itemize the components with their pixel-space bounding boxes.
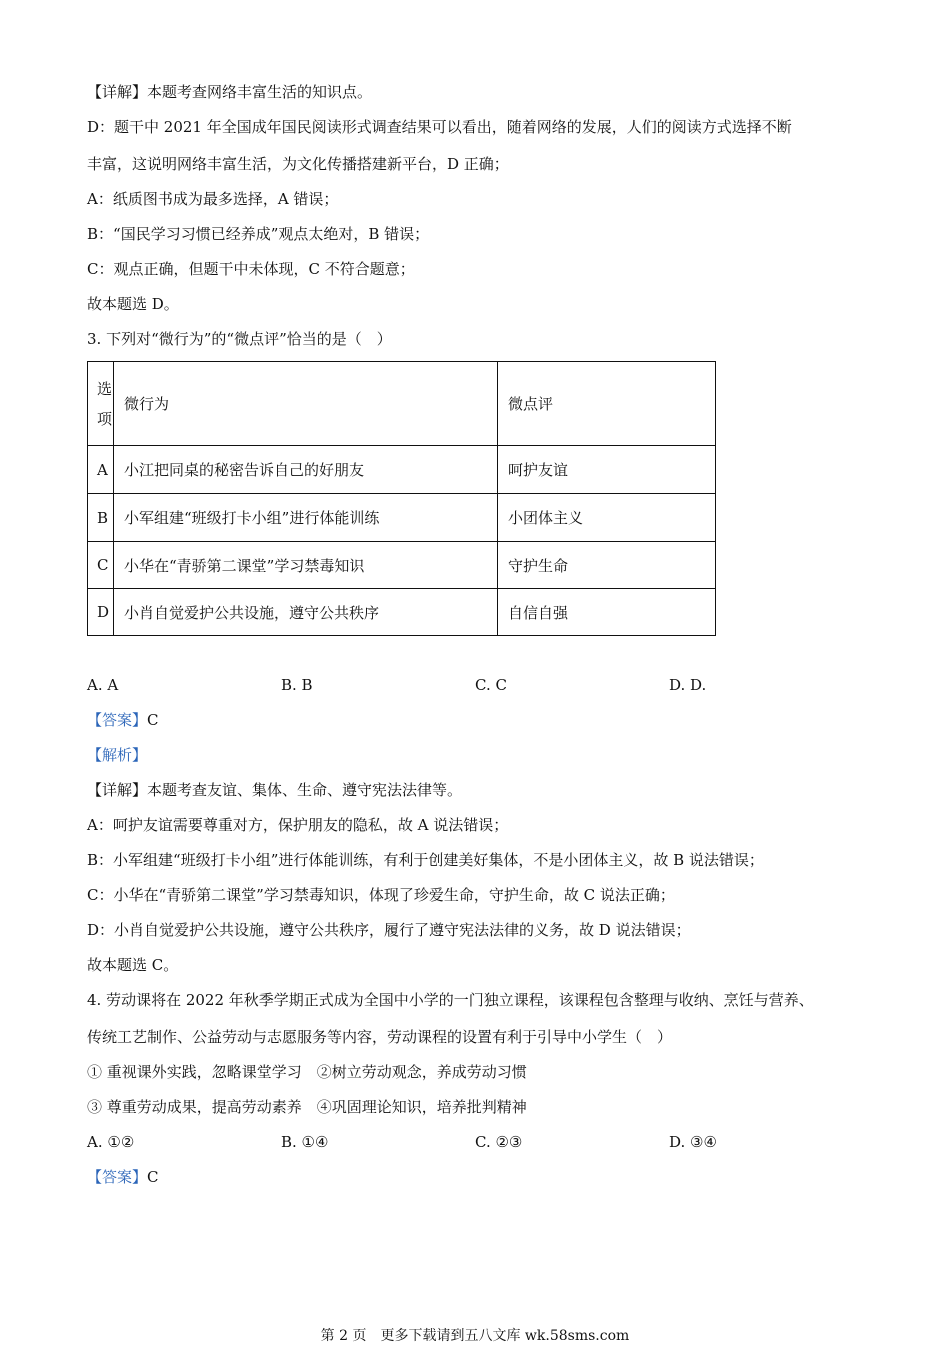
row-behavior: 小华在“青骄第二课堂”学习禁毒知识 — [114, 542, 498, 589]
row-behavior: 小江把同桌的秘密告诉自己的好朋友 — [114, 446, 498, 494]
q4-item-line1: ① 重视课外实践，忽略课堂学习 ②树立劳动观念，养成劳动习惯 — [87, 1063, 527, 1081]
row-comment: 自信自强 — [498, 589, 716, 636]
row-option: B — [88, 494, 114, 542]
q4-stem-line1: 4. 劳动课将在 2022 年秋季学期正式成为全国中小学的一门独立课程，该课程包含整理与收纳、烹饪与营养、 — [87, 991, 814, 1009]
prev-line: C：观点正确，但题干中未体现，C 不符合题意； — [87, 260, 415, 278]
prev-line: D：题干中 2021 年全国成年国民阅读形式调查结果可以看出，随着网络的发展，人们的阅读方式选择不断 — [87, 118, 792, 136]
q4-answer — [87, 1167, 159, 1187]
answer-tag: 【答案】 — [87, 1168, 148, 1186]
choice-a: A. ①② — [87, 1133, 135, 1151]
q4-stem-line2: 传统工艺制作、公益劳动与志愿服务等内容，劳动课程的设置有利于引导中小学生（ ） — [87, 1028, 673, 1046]
table-row — [88, 542, 716, 589]
row-comment: 守护生命 — [498, 542, 716, 589]
choice-d: D. D. — [669, 676, 707, 694]
page-footer: 第 2 页 更多下载请到五八文库 wk.58sms.com — [320, 1328, 630, 1344]
prev-line: 丰富，这说明网络丰富生活，为文化传播搭建新平台，D 正确； — [87, 155, 509, 173]
choice-c: C. C — [475, 676, 507, 694]
row-behavior: 小军组建“班级打卡小组”进行体能训练 — [114, 494, 498, 542]
choice-b: B. B — [281, 676, 313, 694]
table-row — [88, 446, 716, 494]
q3-line: C：小华在“青骄第二课堂”学习禁毒知识，体现了珍爱生命，守护生命，故 C 说法正确； — [87, 886, 675, 904]
q4-item-line2: ③ 尊重劳动成果，提高劳动素养 ④巩固理论知识，培养批判精神 — [87, 1098, 527, 1116]
row-behavior: 小肖自觉爱护公共设施，遵守公共秩序 — [114, 589, 498, 636]
row-option: C — [88, 542, 114, 589]
table-row — [88, 589, 716, 636]
prev-detail: 【详解】本题考查网络丰富生活的知识点。 — [87, 83, 373, 101]
q3-table — [87, 361, 716, 636]
answer-value: C — [147, 711, 159, 729]
table-header-row — [88, 362, 716, 446]
choice-b: B. ①④ — [281, 1133, 329, 1151]
q3-answer — [87, 710, 159, 730]
header-option: 选 项 — [88, 362, 114, 446]
q3-line: B：小军组建“班级打卡小组”进行体能训练，有利于创建美好集体，不是小团体主义，故 B 说法错误； — [87, 851, 764, 869]
q3-line: A：呵护友谊需要尊重对方，保护朋友的隐私，故 A 说法错误； — [87, 816, 509, 834]
row-option: A — [88, 446, 114, 494]
q3-line: 故本题选 C。 — [87, 956, 179, 974]
choice-d: D. ③④ — [669, 1133, 717, 1151]
q3-detail: 【详解】本题考查友谊、集体、生命、遵守宪法法律等。 — [87, 781, 463, 799]
choice-a: A. A — [87, 676, 119, 694]
row-comment: 小团体主义 — [498, 494, 716, 542]
q3-line: D：小肖自觉爱护公共设施，遵守公共秩序，履行了遵守宪法法律的义务，故 D 说法错误； — [87, 921, 691, 939]
table-row — [88, 494, 716, 542]
prev-line: B：“国民学习习惯已经养成”观点太绝对，B 错误； — [87, 225, 430, 243]
prev-line: 故本题选 D。 — [87, 295, 179, 313]
row-option: D — [88, 589, 114, 636]
answer-value: C — [147, 1168, 159, 1186]
header-behavior: 微行为 — [114, 362, 498, 446]
choice-c: C. ②③ — [475, 1133, 523, 1151]
header-comment: 微点评 — [498, 362, 716, 446]
row-comment: 呵护友谊 — [498, 446, 716, 494]
answer-tag: 【答案】 — [87, 711, 148, 729]
q3-analysis-tag: 【解析】 — [87, 746, 148, 764]
q3-stem: 3. 下列对“微行为”的“微点评”恰当的是（ ） — [87, 330, 392, 348]
prev-line: A：纸质图书成为最多选择，A 错误； — [87, 190, 339, 208]
